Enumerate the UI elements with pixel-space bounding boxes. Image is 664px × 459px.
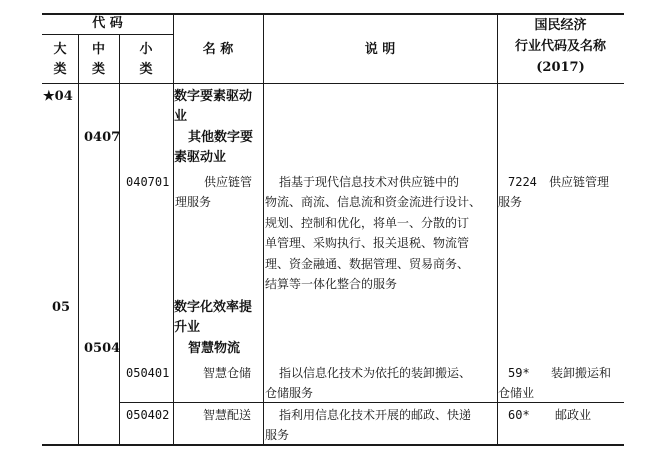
col-divider-desc [497, 14, 498, 445]
desc-040701-line3: 规划、控制和优化，将单一、分散的订 [265, 216, 470, 230]
desc-040701-line1: 指基于现代信息技术对供应链中的 [279, 175, 460, 189]
header-major-2: 类 [53, 62, 67, 77]
desc-040701-line6: 结算等一体化整合的服务 [265, 277, 398, 291]
minor-code-050401: 050401 [126, 366, 170, 380]
desc-040701-line5: 理、资金融通、数据管理、贸易商务、 [265, 257, 470, 271]
name-0504: 智慧物流 [188, 341, 241, 356]
minor-code-040701: 040701 [126, 175, 170, 189]
header-gb-line3: (2017) [536, 60, 585, 75]
name-0407-line2: 素驱动业 [174, 150, 227, 165]
header-code-group: 代 码 [92, 16, 123, 31]
gb-name-60: 邮政业 [555, 408, 592, 422]
code-group-underline [42, 34, 173, 35]
name-050402: 智慧配送 [203, 408, 252, 422]
name-05-line1: 数字化效率提 [174, 300, 253, 315]
desc-050401-line1: 指以信息化技术为依托的装卸搬运、 [279, 366, 472, 380]
header-gb-line2: 行业代码及名称 [514, 39, 606, 54]
middle-code-0407: 0407 [84, 130, 121, 145]
header-middle-2: 类 [91, 62, 105, 77]
col-divider-name [263, 14, 264, 445]
desc-050401-line2: 仓储服务 [265, 386, 314, 400]
name-050401: 智慧仓储 [203, 366, 252, 380]
header-bottom-rule [42, 83, 624, 84]
header-gb-line1: 国民经济 [534, 18, 587, 33]
table-bottom-rule [42, 444, 624, 446]
row-separator [119, 402, 624, 403]
header-minor-2: 类 [139, 62, 153, 77]
name-05-line2: 升业 [174, 320, 201, 335]
col-divider-major [78, 34, 79, 445]
gb-name-59-line1: 装卸搬运和 [551, 366, 612, 380]
header-middle-1: 中 [91, 42, 105, 57]
name-04-line1: 数字要素驱动 [174, 89, 253, 104]
name-0407-line1: 其他数字要 [188, 130, 254, 145]
minor-code-050402: 050402 [126, 408, 170, 422]
major-code-05: 05 [52, 300, 71, 315]
header-minor-1: 小 [139, 42, 153, 57]
header-major-1: 大 [53, 42, 67, 57]
header-description: 说 明 [364, 42, 396, 57]
col-divider-middle [119, 34, 120, 445]
middle-code-0504: 0504 [84, 341, 121, 356]
header-name: 名 称 [202, 42, 234, 57]
desc-050402-line2: 服务 [265, 428, 290, 442]
gb-code-59: 59* [508, 366, 530, 380]
desc-040701-line4: 单管理、采购执行、报关退税、物流管 [265, 236, 470, 250]
name-04-line2: 业 [174, 109, 188, 124]
gb-code-60: 60* [508, 408, 530, 422]
gb-name-7224-line1: 供应链管理 [549, 175, 610, 189]
desc-040701-line2: 物流、商流、信息流和资金流进行设计、 [265, 195, 482, 209]
name-040701-line1: 供应链管 [204, 175, 253, 189]
col-divider-minor [173, 14, 174, 445]
gb-name-59-line2: 仓储业 [498, 386, 535, 400]
desc-050402-line1: 指利用信息化技术开展的邮政、快递 [279, 408, 472, 422]
name-040701-line2: 理服务 [175, 195, 212, 209]
gb-code-7224: 7224 [508, 175, 537, 189]
gb-name-7224-line2: 服务 [498, 195, 523, 209]
major-code-04: ★04 [43, 89, 73, 104]
